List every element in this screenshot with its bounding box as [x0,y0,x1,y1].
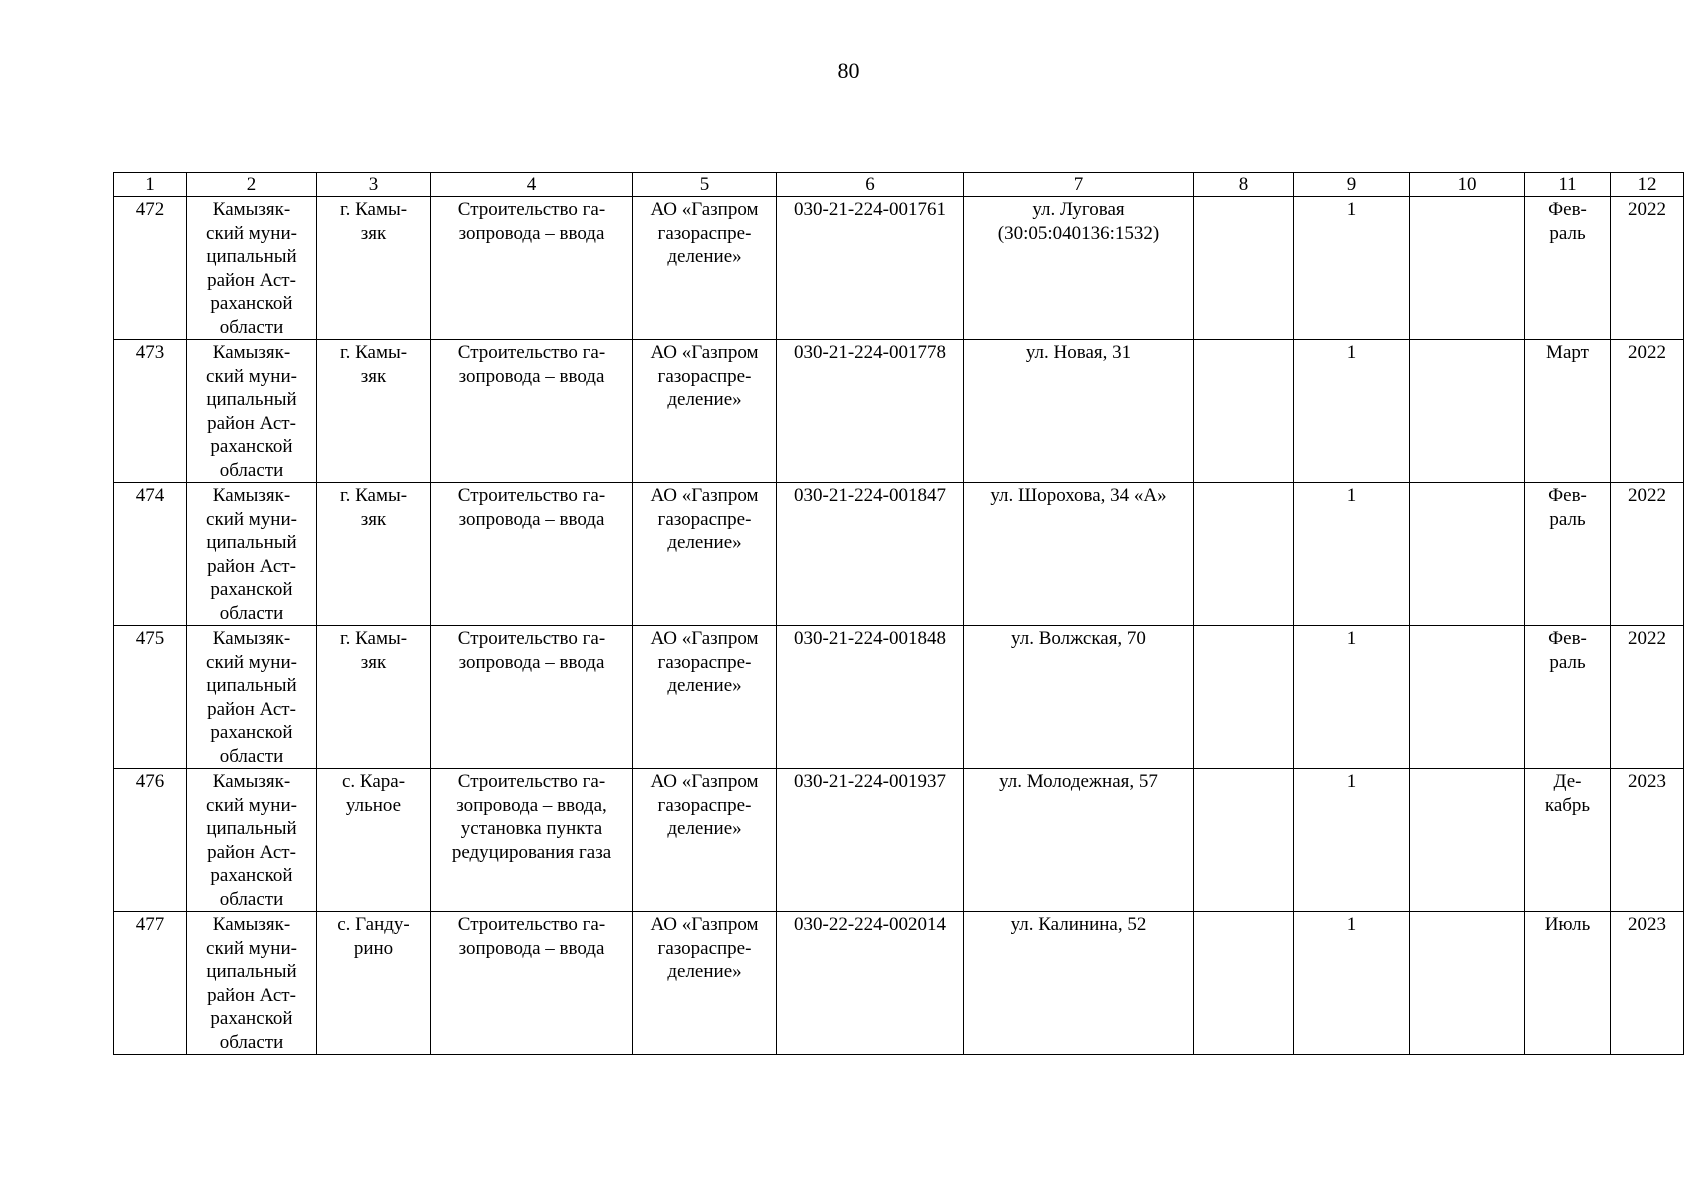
table-body [114,197,1684,1055]
year-cell-text: 2022 [1628,199,1666,220]
work-description-cell [431,912,633,1055]
column-10-cell [1410,483,1525,626]
column-8-cell [1194,483,1294,626]
company-cell [633,483,777,626]
company-cell-text: АО «Газпром газораспре- деление» [650,628,759,696]
address-cell [964,197,1194,340]
quantity-cell [1294,626,1410,769]
registration-code-cell [777,769,964,912]
row-number-cell [114,197,187,340]
district-cell [187,912,317,1055]
registration-code-cell [777,340,964,483]
work-description-cell-text: Строительство га- зопровода – ввода [457,199,606,244]
registration-code-cell-text: 030-21-224-001937 [794,771,946,792]
address-cell-text: ул. Волжская, 70 [1011,628,1146,649]
quantity-cell [1294,197,1410,340]
district-cell [187,483,317,626]
month-cell [1525,483,1611,626]
month-cell-text: Март [1546,342,1589,363]
address-cell [964,769,1194,912]
work-description-cell [431,483,633,626]
year-cell-text: 2023 [1628,771,1666,792]
column-8-cell [1194,340,1294,483]
row-number-cell-text: 473 [135,342,165,363]
registration-code-cell-text: 030-21-224-001761 [794,199,946,220]
quantity-cell-text: 1 [1346,914,1357,935]
row-number-cell-text: 474 [135,485,165,506]
column-header: 3 [317,173,431,197]
month-cell-text: Фев- раль [1548,199,1587,244]
district-cell [187,626,317,769]
locality-cell [317,769,431,912]
year-cell [1611,197,1684,340]
registration-code-cell-text: 030-21-224-001778 [794,342,946,363]
locality-cell [317,626,431,769]
quantity-cell-text: 1 [1346,199,1357,220]
month-cell [1525,912,1611,1055]
quantity-cell [1294,483,1410,626]
company-cell [633,626,777,769]
company-cell [633,769,777,912]
column-8-cell [1194,769,1294,912]
locality-cell [317,340,431,483]
address-cell-text: ул. Калинина, 52 [1010,914,1147,935]
year-cell [1611,340,1684,483]
column-10-cell [1410,340,1525,483]
row-number-cell-text: 472 [135,199,165,220]
company-cell [633,340,777,483]
row-number-cell-text: 477 [135,914,165,935]
row-number-cell-text: 476 [135,771,165,792]
address-cell-text: ул. Молодежная, 57 [999,771,1158,792]
company-cell [633,197,777,340]
registration-code-cell [777,483,964,626]
table-row [114,340,1684,483]
year-cell-text: 2022 [1628,628,1666,649]
district-cell-text: Камызяк- ский муни- ципальный район Аст- раханской области [206,342,297,481]
work-description-cell [431,197,633,340]
work-description-cell-text: Строительство га- зопровода – ввода [457,628,606,673]
registration-code-cell-text: 030-21-224-001848 [794,628,946,649]
company-cell-text: АО «Газпром газораспре- деление» [650,771,759,839]
row-number-cell [114,483,187,626]
column-header: 9 [1294,173,1410,197]
work-description-cell [431,340,633,483]
quantity-cell-text: 1 [1346,485,1357,506]
row-number-cell-text: 475 [135,628,165,649]
work-description-cell [431,769,633,912]
locality-cell [317,483,431,626]
district-cell-text: Камызяк- ский муни- ципальный район Аст- раханской области [206,914,297,1053]
company-cell-text: АО «Газпром газораспре- деление» [650,485,759,553]
year-cell [1611,912,1684,1055]
column-header: 2 [187,173,317,197]
district-cell-text: Камызяк- ский муни- ципальный район Аст- раханской области [206,771,297,910]
row-number-cell [114,769,187,912]
row-number-cell [114,912,187,1055]
quantity-cell-text: 1 [1346,342,1357,363]
month-cell-text: Фев- раль [1548,628,1587,673]
table-row [114,626,1684,769]
month-cell-text: Июль [1544,914,1591,935]
column-8-cell [1194,912,1294,1055]
quantity-cell [1294,912,1410,1055]
table-row [114,197,1684,340]
month-cell [1525,340,1611,483]
registration-code-cell [777,197,964,340]
registration-code-cell-text: 030-21-224-001847 [794,485,946,506]
month-cell [1525,769,1611,912]
column-header: 1 [114,173,187,197]
locality-cell-text: г. Камы- зяк [339,342,408,387]
company-cell [633,912,777,1055]
row-number-cell [114,340,187,483]
column-header: 11 [1525,173,1611,197]
address-cell-text: ул. Шорохова, 34 «А» [990,485,1167,506]
quantity-cell [1294,340,1410,483]
locality-cell [317,912,431,1055]
district-cell [187,197,317,340]
registration-code-cell [777,912,964,1055]
month-cell-text: Де- кабрь [1544,771,1591,816]
address-cell-text: ул. Луговая (30:05:040136:1532) [997,199,1160,244]
registration-code-cell [777,626,964,769]
address-cell [964,912,1194,1055]
table-row [114,483,1684,626]
month-cell [1525,626,1611,769]
district-cell-text: Камызяк- ский муни- ципальный район Аст- раханской области [206,628,297,767]
quantity-cell-text: 1 [1346,628,1357,649]
month-cell [1525,197,1611,340]
address-cell-text: ул. Новая, 31 [1025,342,1132,363]
company-cell-text: АО «Газпром газораспре- деление» [650,199,759,267]
column-header: 12 [1611,173,1684,197]
column-8-cell [1194,197,1294,340]
quantity-cell-text: 1 [1346,771,1357,792]
locality-cell-text: с. Ганду- рино [337,914,410,959]
address-cell [964,626,1194,769]
work-description-cell-text: Строительство га- зопровода – ввода, установка пункта редуцирования газа [451,771,612,863]
locality-cell-text: г. Камы- зяк [339,628,408,673]
column-10-cell [1410,626,1525,769]
locality-cell-text: г. Камы- зяк [339,485,408,530]
work-description-cell-text: Строительство га- зопровода – ввода [457,485,606,530]
column-10-cell [1410,912,1525,1055]
company-cell-text: АО «Газпром газораспре- деление» [650,914,759,982]
address-cell [964,340,1194,483]
locality-cell [317,197,431,340]
registration-code-cell-text: 030-22-224-002014 [794,914,946,935]
register-table [113,172,1684,1055]
column-header: 10 [1410,173,1525,197]
year-cell-text: 2023 [1628,914,1666,935]
work-description-cell [431,626,633,769]
row-number-cell [114,626,187,769]
table-row [114,912,1684,1055]
district-cell-text: Камызяк- ский муни- ципальный район Аст- раханской области [206,199,297,338]
column-header: 4 [431,173,633,197]
column-header: 6 [777,173,964,197]
work-description-cell-text: Строительство га- зопровода – ввода [457,342,606,387]
district-cell [187,769,317,912]
district-cell-text: Камызяк- ский муни- ципальный район Аст- раханской области [206,485,297,624]
column-10-cell [1410,197,1525,340]
column-header: 5 [633,173,777,197]
year-cell-text: 2022 [1628,342,1666,363]
locality-cell-text: г. Камы- зяк [339,199,408,244]
district-cell [187,340,317,483]
column-number-row [114,173,1684,197]
year-cell [1611,483,1684,626]
column-10-cell [1410,769,1525,912]
month-cell-text: Фев- раль [1548,485,1587,530]
work-description-cell-text: Строительство га- зопровода – ввода [457,914,606,959]
year-cell-text: 2022 [1628,485,1666,506]
address-cell [964,483,1194,626]
company-cell-text: АО «Газпром газораспре- деление» [650,342,759,410]
table-row [114,769,1684,912]
locality-cell-text: с. Кара- ульное [341,771,406,816]
year-cell [1611,769,1684,912]
column-header: 8 [1194,173,1294,197]
column-8-cell [1194,626,1294,769]
column-header: 7 [964,173,1194,197]
page-number: 80 [837,58,860,83]
quantity-cell [1294,769,1410,912]
year-cell [1611,626,1684,769]
